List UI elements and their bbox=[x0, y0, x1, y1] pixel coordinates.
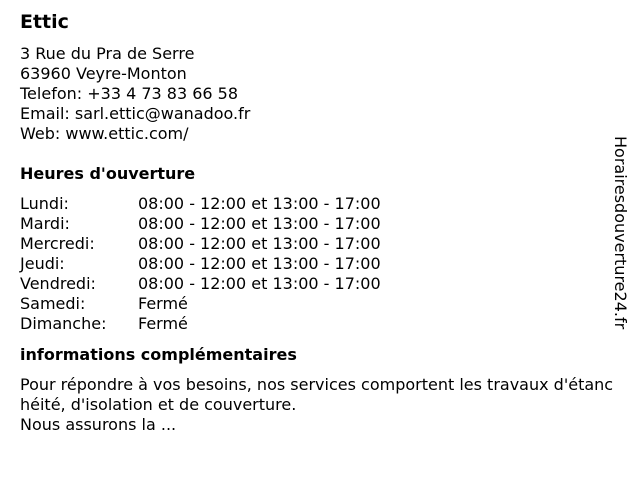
opening-hours-table bbox=[20, 194, 381, 334]
day-hours: Fermé bbox=[138, 314, 188, 333]
hours-row-friday bbox=[20, 274, 381, 294]
day-label: Dimanche: bbox=[20, 314, 107, 333]
day-hours: 08:00 - 12:00 et 13:00 - 17:00 bbox=[138, 254, 381, 273]
additional-info-more: Nous assurons la ... bbox=[20, 415, 177, 434]
day-hours: Fermé bbox=[138, 294, 188, 313]
business-card bbox=[20, 10, 615, 435]
day-label: Lundi: bbox=[20, 194, 69, 213]
phone-number: Telefon: +33 4 73 83 66 58 bbox=[20, 84, 239, 103]
day-label: Samedi: bbox=[20, 294, 86, 313]
day-hours: 08:00 - 12:00 et 13:00 - 17:00 bbox=[138, 194, 381, 213]
hours-row-saturday bbox=[20, 294, 381, 314]
day-hours: 08:00 - 12:00 et 13:00 - 17:00 bbox=[138, 274, 381, 293]
website-url: Web: www.ettic.com/ bbox=[20, 124, 189, 143]
hours-row-tuesday bbox=[20, 214, 381, 234]
hours-row-monday bbox=[20, 194, 381, 214]
business-name: Ettic bbox=[20, 11, 69, 33]
day-label: Vendredi: bbox=[20, 274, 96, 293]
day-label: Jeudi: bbox=[20, 254, 65, 273]
address-city: 63960 Veyre-Monton bbox=[20, 64, 187, 83]
email-address: Email: sarl.ettic@wanadoo.fr bbox=[20, 104, 251, 123]
hours-row-thursday bbox=[20, 254, 381, 274]
additional-info-text: Pour répondre à vos besoins, nos services comportent les travaux d'étanchéité, d'isolation et de couverture. bbox=[20, 375, 614, 414]
hours-row-wednesday bbox=[20, 234, 381, 254]
hours-row-sunday bbox=[20, 314, 381, 334]
day-hours: 08:00 - 12:00 et 13:00 - 17:00 bbox=[138, 234, 381, 253]
additional-info-heading: informations complémentaires bbox=[20, 345, 297, 364]
hours-heading: Heures d'ouverture bbox=[20, 164, 196, 183]
day-label: Mercredi: bbox=[20, 234, 95, 253]
site-watermark: Horairesdouverture24.fr bbox=[611, 136, 630, 330]
address-street: 3 Rue du Pra de Serre bbox=[20, 44, 195, 63]
day-hours: 08:00 - 12:00 et 13:00 - 17:00 bbox=[138, 214, 381, 233]
day-label: Mardi: bbox=[20, 214, 70, 233]
